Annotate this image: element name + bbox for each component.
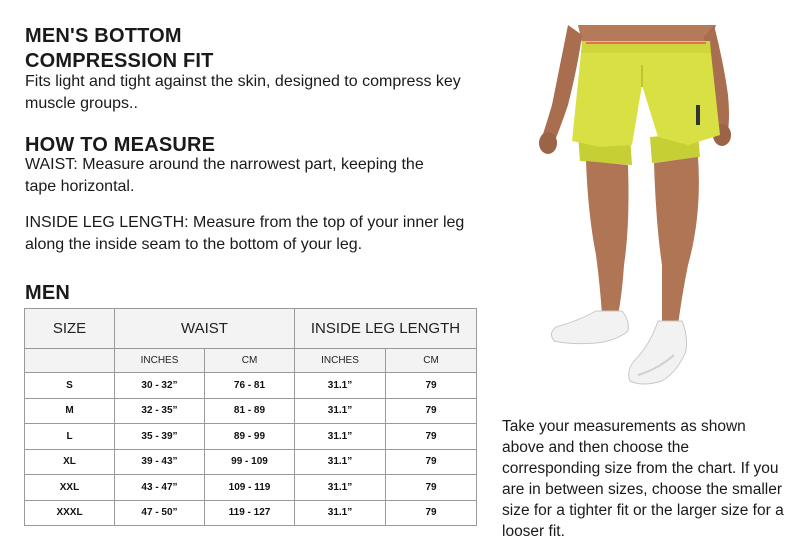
waist-cm-cell: 119 - 127 <box>205 500 295 526</box>
model-leg-left <box>586 161 629 315</box>
leg-inches-cell: 31.1” <box>295 373 386 399</box>
leg-cm-cell: 79 <box>386 398 477 424</box>
waist-header: WAIST <box>115 309 295 349</box>
fit-description: Fits light and tight against the skin, designed to compress key muscle groups.. <box>25 73 461 112</box>
waist-inches-cell: 32 - 35” <box>115 398 205 424</box>
size-chart-table <box>24 308 477 526</box>
leg-cm-cell: 79 <box>386 500 477 526</box>
inside-leg-header: INSIDE LEG LENGTH <box>295 309 477 349</box>
leg-inches-cell: 31.1” <box>295 398 386 424</box>
blank-subheader-cell <box>25 349 115 373</box>
leg-cm-cell: 79 <box>386 449 477 475</box>
size-header: SIZE <box>25 309 115 349</box>
leg-cm-subheader: CM <box>386 349 477 373</box>
shorts <box>572 53 720 147</box>
model-shorts-photo <box>538 25 744 389</box>
shoe-right <box>629 321 687 384</box>
waist-inches-cell: 35 - 39” <box>115 424 205 450</box>
inside-leg-instructions: INSIDE LEG LENGTH: Measure from the top of your inner leg along the inside seam to the bottom of your leg. <box>25 214 465 253</box>
waist-inches-subheader: INCHES <box>115 349 205 373</box>
table-row <box>25 449 477 475</box>
table-subheader-row <box>25 349 477 373</box>
leg-inches-cell: 31.1” <box>295 424 386 450</box>
waist-instructions: WAIST: Measure around the narrowest part, keeping the tape horizontal. <box>25 156 424 195</box>
table-row <box>25 424 477 450</box>
how-to-measure-heading: HOW TO MEASURE <box>25 134 216 156</box>
table-row <box>25 373 477 399</box>
leg-inches-subheader: INCHES <box>295 349 386 373</box>
waist-cm-cell: 81 - 89 <box>205 398 295 424</box>
page-title: MEN'S BOTTOM COMPRESSION FIT <box>25 25 214 72</box>
waist-cm-cell: 99 - 109 <box>205 449 295 475</box>
size-cell: XL <box>25 449 115 475</box>
leg-cm-cell: 79 <box>386 373 477 399</box>
waist-cm-subheader: CM <box>205 349 295 373</box>
table-row <box>25 500 477 526</box>
leg-cm-cell: 79 <box>386 475 477 501</box>
leg-inches-cell: 31.1” <box>295 500 386 526</box>
leg-inches-cell: 31.1” <box>295 475 386 501</box>
leg-inches-cell: 31.1” <box>295 449 386 475</box>
model-leg-right <box>654 157 699 325</box>
size-cell: XXL <box>25 475 115 501</box>
table-row <box>25 398 477 424</box>
men-section-label: MEN <box>25 282 71 304</box>
size-selection-note: Take your measurements as shown above and then choose the corresponding size from the chart. If you are in between sizes, choose the smaller size for a tighter fit or the larger size for a looser fit. <box>502 418 784 540</box>
leg-cm-cell: 79 <box>386 424 477 450</box>
waist-inches-cell: 30 - 32” <box>115 373 205 399</box>
size-cell: M <box>25 398 115 424</box>
size-cell: S <box>25 373 115 399</box>
brand-logo-icon <box>696 105 700 125</box>
waist-cm-cell: 89 - 99 <box>205 424 295 450</box>
waist-inches-cell: 43 - 47” <box>115 475 205 501</box>
size-cell: XXXL <box>25 500 115 526</box>
waist-cm-cell: 109 - 119 <box>205 475 295 501</box>
model-torso <box>578 25 716 43</box>
waist-inches-cell: 47 - 50” <box>115 500 205 526</box>
shoe-left <box>551 311 628 344</box>
table-row <box>25 475 477 501</box>
waist-inches-cell: 39 - 43” <box>115 449 205 475</box>
size-cell: L <box>25 424 115 450</box>
waist-cm-cell: 76 - 81 <box>205 373 295 399</box>
table-header-row <box>25 309 477 349</box>
